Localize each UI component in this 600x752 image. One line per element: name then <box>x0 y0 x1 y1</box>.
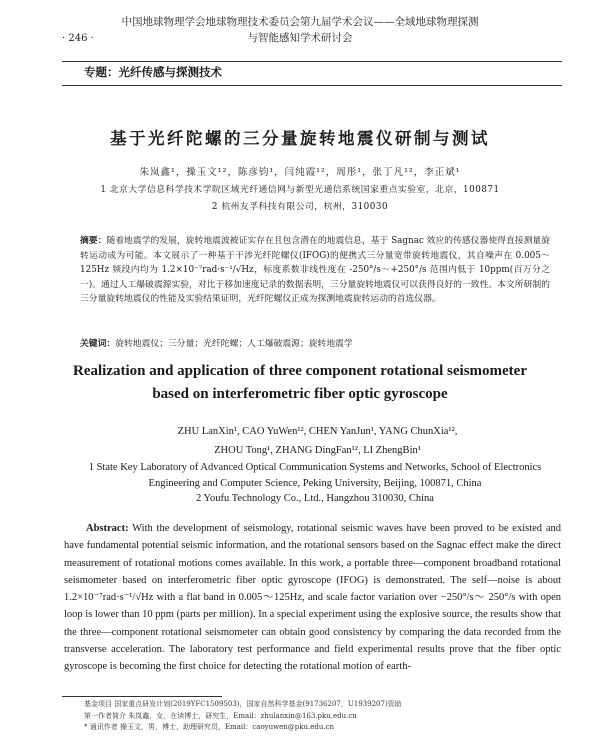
english-authors-line-1: ZHU LanXin¹, CAO YuWen¹², CHEN YanJun¹, YANG ChunXia¹², <box>177 426 458 437</box>
english-affiliations <box>80 460 550 507</box>
english-title-line-2: based on interferometric fiber optic gyroscope <box>152 386 448 402</box>
footnote-first-author: 第一作者简介 朱岚鑫，女，在读博士，研究生，Email：zhulanxin@163.pku.edu.cn <box>84 711 357 720</box>
page-number: · 246 · <box>62 33 94 44</box>
chinese-keywords-label: 关键词： <box>80 339 116 349</box>
chinese-abstract-label: 摘要： <box>80 236 107 246</box>
english-affiliation-2: 2 Youfu Technology Co., Ltd., Hangzhou 310030, China <box>196 493 434 504</box>
english-title-line-1: Realization and application of three component rotational seismometer <box>73 363 527 379</box>
footnotes <box>84 699 554 734</box>
english-abstract-label: Abstract: <box>86 523 129 534</box>
english-abstract-text: With the development of seismology, rotational seismic waves have been proved to be existed and have fundamental potential seismic information, and the rotational sensors based on the Sagnac effect make the direct measurement of rotational motions comes available. In this work, a portable three—component broadband rotational seismometer based on interferometric fiber optic gyroscope (IFOG) is demonstrated. The self—noise is about 1.2×10⁻⁷rad·s⁻¹/√Hz with a flat band in 0.005～125Hz, and scale factor variation over −250°/s～ 250°/s with open loop is lower than 10 ppm (parts per million). In a special experiment using the explosive source, the results show that the three—component rotational seismometer can obtain good consistency by comparing the data recorded from the transverse acceleration. The laboratory test performance and field experimental results prove that the fiber optic gyroscope is becoming the first choice for detecting the rotational motion of earth- <box>64 523 561 673</box>
chinese-affiliations <box>0 182 600 216</box>
english-authors <box>90 422 545 460</box>
english-authors-line-2: ZHOU Tong¹, ZHANG DingFan¹², LI ZhengBin¹ <box>214 445 421 456</box>
header-line-1: 中国地球物理学会地球物理技术委员会第九届学术会议——全域地球物理探测 <box>121 16 479 28</box>
chinese-abstract-text: 随着地震学的发展，旋转地震波被证实存在且包含潜在的地震信息，基于 Sagnac 效应的传感仪器使得直接测量旋转运动成为可能。本文展示了一种基于干涉光纤陀螺仪(IFOG)的便携式三分量宽带旋转地震仪，其自噪声在 0.005～125Hz 频段内均为 1.2×10⁻⁷rad·s⁻¹/√Hz，标度系数非线性度在 -250°/s～+250°/s 范围内低于 10ppm(百万分之一)。通过人工爆破震源实验，对比于移加速度记录的数据表明，三分量旋转地震仪可以获得良好的一致性。本文所研制的三分量旋转地震仪的性能及实验结果证明，光纤陀螺仪正成为探测地震旋转运动的首选仪器。 <box>80 236 550 305</box>
english-title <box>0 360 600 406</box>
chinese-keywords <box>80 336 550 349</box>
english-abstract <box>64 520 561 676</box>
chinese-title: 基于光纤陀螺的三分量旋转地震仪研制与测试 <box>110 129 490 148</box>
section-divider <box>62 85 562 86</box>
chinese-authors: 朱岚鑫¹，操玉文¹²，陈彦钧¹，闫纯霞¹²，周彤¹，张丁凡¹²，李正斌¹ <box>139 167 461 178</box>
header-divider <box>62 61 562 62</box>
chinese-abstract <box>80 234 550 307</box>
header-line-2: 与智能感知学术研讨会 <box>247 32 353 44</box>
footnote-funding: 基金项目 国家重点研发计划(2019YFC1509503)，国家自然科学基金(91736207，U1939207)资助 <box>84 700 402 708</box>
footnote-corresponding-author: * 通讯作者 操玉文，男，博士，助理研究员，Email：caoyuwen@pku.edu.cn <box>84 723 335 731</box>
footnote-divider <box>62 696 222 697</box>
chinese-affiliation-2: 2 杭州友孚科技有限公司，杭州，310030 <box>211 202 389 212</box>
english-affiliation-1: 1 State Key Laboratory of Advanced Optical Communication Systems and Networks, School of Electronics Engineering and Computer Science, Peking University, Beijing, 100871, China <box>88 462 542 489</box>
section-title: 专题：光纤传感与探测技术 <box>84 65 222 79</box>
chinese-keywords-text: 旋转地震仪；三分量；光纤陀螺；人工爆破震源；旋转地震学 <box>115 339 353 349</box>
chinese-affiliation-1: 1 北京大学信息科学技术学院区域光纤通信网与新型光通信系统国家重点实验室，北京，100871 <box>100 185 500 195</box>
